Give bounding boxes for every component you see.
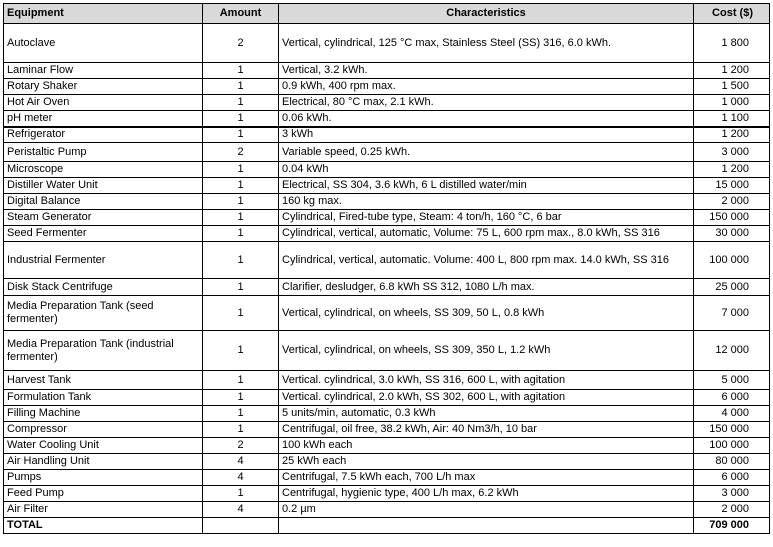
cell-cost: 1 200 [694, 63, 770, 79]
table-row [4, 162, 770, 178]
table-row [4, 194, 770, 210]
cell-cost: 6 000 [694, 470, 770, 486]
table-row [4, 63, 770, 79]
cell-cost: 12 000 [694, 331, 770, 371]
cell-characteristics: Cylindrical, vertical, automatic. Volume: 400 L, 800 rpm max. 14.0 kWh, SS 316 [279, 242, 694, 279]
header-characteristics: Characteristics [279, 4, 694, 24]
cell-characteristics: Clarifier, desludger, 6.8 kWh SS 312, 1080 L/h max. [279, 279, 694, 296]
header-equipment: Equipment [4, 4, 203, 24]
cell-equipment: pH meter [4, 111, 203, 127]
table-row [4, 438, 770, 454]
cell-equipment: Distiller Water Unit [4, 178, 203, 194]
header-row [4, 4, 770, 24]
equipment-cost-table [3, 3, 770, 534]
cell-amount: 1 [203, 95, 279, 111]
cell-equipment: Rotary Shaker [4, 79, 203, 95]
cell-amount: 1 [203, 279, 279, 296]
cell-equipment: Hot Air Oven [4, 95, 203, 111]
cell-cost: 100 000 [694, 242, 770, 279]
cell-characteristics: Centrifugal, oil free, 38.2 kWh, Air: 40 Nm3/h, 10 bar [279, 422, 694, 438]
cell-amount: 1 [203, 194, 279, 210]
cell-characteristics: Cylindrical, vertical, automatic, Volume: 75 L, 600 rpm max., 8.0 kWh, SS 316 [279, 226, 694, 242]
total-cost: 709 000 [694, 518, 770, 534]
cell-equipment: Filling Machine [4, 406, 203, 422]
cell-characteristics: 100 kWh each [279, 438, 694, 454]
cell-amount: 1 [203, 111, 279, 127]
cell-amount: 4 [203, 470, 279, 486]
cell-amount: 1 [203, 127, 279, 143]
total-characteristics-empty [279, 518, 694, 534]
cell-equipment: Industrial Fermenter [4, 242, 203, 279]
cell-characteristics: Vertical, cylindrical, on wheels, SS 309, 50 L, 0.8 kWh [279, 296, 694, 331]
table-row [4, 79, 770, 95]
cell-cost: 1 000 [694, 95, 770, 111]
table-row [4, 127, 770, 143]
table-row [4, 502, 770, 518]
cell-equipment: Refrigerator [4, 127, 203, 143]
cell-amount: 1 [203, 406, 279, 422]
cell-cost: 6 000 [694, 390, 770, 406]
cell-cost: 1 200 [694, 127, 770, 143]
cell-amount: 1 [203, 226, 279, 242]
cell-amount: 2 [203, 438, 279, 454]
cell-equipment: Media Preparation Tank (seed fermenter) [4, 296, 203, 331]
table-row [4, 406, 770, 422]
table-row [4, 371, 770, 390]
cell-amount: 1 [203, 422, 279, 438]
cell-amount: 2 [203, 143, 279, 162]
cell-equipment: Feed Pump [4, 486, 203, 502]
table-row [4, 95, 770, 111]
cell-cost: 15 000 [694, 178, 770, 194]
cell-equipment: Harvest Tank [4, 371, 203, 390]
cell-amount: 4 [203, 502, 279, 518]
cell-cost: 150 000 [694, 422, 770, 438]
cell-amount: 1 [203, 371, 279, 390]
table-row [4, 24, 770, 63]
table-row [4, 143, 770, 162]
cell-equipment: Air Filter [4, 502, 203, 518]
cell-equipment: Air Handling Unit [4, 454, 203, 470]
cell-characteristics: Centrifugal, 7.5 kWh each, 700 L/h max [279, 470, 694, 486]
cell-amount: 1 [203, 79, 279, 95]
cell-amount: 1 [203, 178, 279, 194]
cell-amount: 1 [203, 242, 279, 279]
cell-cost: 1 800 [694, 24, 770, 63]
table-row [4, 486, 770, 502]
cell-cost: 1 500 [694, 79, 770, 95]
total-row [4, 518, 770, 534]
cell-characteristics: Cylindrical, Fired-tube type, Steam: 4 ton/h, 160 °C, 6 bar [279, 210, 694, 226]
table-row [4, 279, 770, 296]
table-row [4, 111, 770, 127]
cell-characteristics: 5 units/min, automatic, 0.3 kWh [279, 406, 694, 422]
cell-characteristics: Vertical, cylindrical, 125 °C max, Stainless Steel (SS) 316, 6.0 kWh. [279, 24, 694, 63]
cell-characteristics: Vertical. cylindrical, 3.0 kWh, SS 316, 600 L, with agitation [279, 371, 694, 390]
cell-characteristics: 160 kg max. [279, 194, 694, 210]
cell-cost: 30 000 [694, 226, 770, 242]
cell-equipment: Formulation Tank [4, 390, 203, 406]
cell-cost: 3 000 [694, 486, 770, 502]
cell-amount: 1 [203, 486, 279, 502]
header-cost: Cost ($) [694, 4, 770, 24]
cell-cost: 2 000 [694, 194, 770, 210]
cell-amount: 1 [203, 390, 279, 406]
table-row [4, 331, 770, 371]
cell-characteristics: Centrifugal, hygienic type, 400 L/h max, 6.2 kWh [279, 486, 694, 502]
cell-amount: 1 [203, 210, 279, 226]
cell-cost: 5 000 [694, 371, 770, 390]
cell-cost: 2 000 [694, 502, 770, 518]
cell-amount: 1 [203, 162, 279, 178]
cell-characteristics: Electrical, 80 °C max, 2.1 kWh. [279, 95, 694, 111]
cell-characteristics: Vertical, 3.2 kWh. [279, 63, 694, 79]
cell-amount: 4 [203, 454, 279, 470]
header-amount: Amount [203, 4, 279, 24]
cell-amount: 1 [203, 331, 279, 371]
cell-equipment: Steam Generator [4, 210, 203, 226]
cell-equipment: Laminar Flow [4, 63, 203, 79]
cell-characteristics: Variable speed, 0.25 kWh. [279, 143, 694, 162]
cell-amount: 1 [203, 63, 279, 79]
cell-equipment: Seed Fermenter [4, 226, 203, 242]
cell-cost: 80 000 [694, 454, 770, 470]
cell-characteristics: 0.04 kWh [279, 162, 694, 178]
cell-equipment: Compressor [4, 422, 203, 438]
table-row [4, 226, 770, 242]
table-row [4, 422, 770, 438]
cell-characteristics: 0.9 kWh, 400 rpm max. [279, 79, 694, 95]
cell-equipment: Media Preparation Tank (industrial fermenter) [4, 331, 203, 371]
cell-equipment: Water Cooling Unit [4, 438, 203, 454]
table-row [4, 470, 770, 486]
cell-characteristics: 0.06 kWh. [279, 111, 694, 127]
total-label: TOTAL [4, 518, 203, 534]
cell-cost: 3 000 [694, 143, 770, 162]
cell-amount: 1 [203, 296, 279, 331]
cell-characteristics: Vertical, cylindrical, on wheels, SS 309, 350 L, 1.2 kWh [279, 331, 694, 371]
cell-characteristics: 3 kWh [279, 127, 694, 143]
table-row [4, 210, 770, 226]
cell-cost: 1 100 [694, 111, 770, 127]
table-row [4, 390, 770, 406]
cell-cost: 100 000 [694, 438, 770, 454]
cell-equipment: Digital Balance [4, 194, 203, 210]
table-row [4, 242, 770, 279]
cell-equipment: Autoclave [4, 24, 203, 63]
total-amount-empty [203, 518, 279, 534]
cell-equipment: Disk Stack Centrifuge [4, 279, 203, 296]
cell-characteristics: 0.2 µm [279, 502, 694, 518]
cell-amount: 2 [203, 24, 279, 63]
cell-equipment: Microscope [4, 162, 203, 178]
cell-cost: 150 000 [694, 210, 770, 226]
cell-characteristics: 25 kWh each [279, 454, 694, 470]
cell-cost: 25 000 [694, 279, 770, 296]
table-row [4, 454, 770, 470]
cell-cost: 7 000 [694, 296, 770, 331]
cell-equipment: Peristaltic Pump [4, 143, 203, 162]
cell-cost: 4 000 [694, 406, 770, 422]
table-row [4, 178, 770, 194]
cell-equipment: Pumps [4, 470, 203, 486]
cell-cost: 1 200 [694, 162, 770, 178]
cell-characteristics: Vertical. cylindrical, 2.0 kWh, SS 302, 600 L, with agitation [279, 390, 694, 406]
cell-characteristics: Electrical, SS 304, 3.6 kWh, 6 L distilled water/min [279, 178, 694, 194]
table-row [4, 296, 770, 331]
